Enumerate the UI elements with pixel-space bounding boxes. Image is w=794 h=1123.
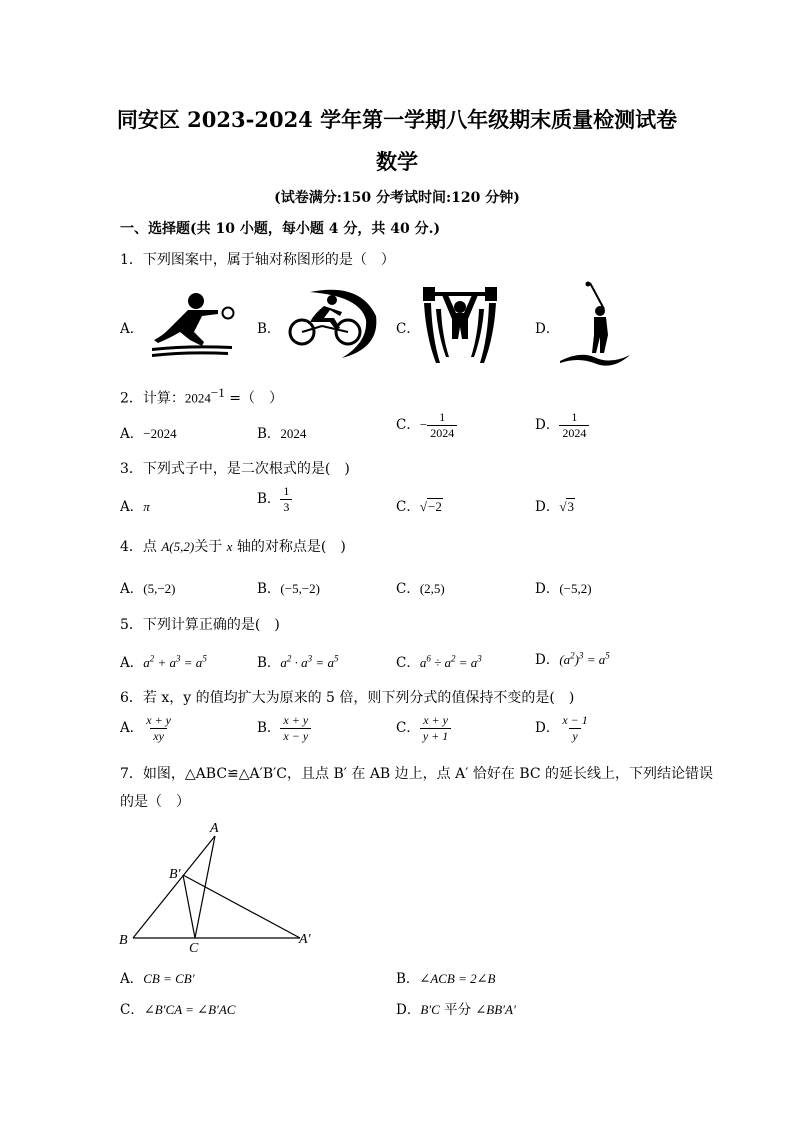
point-label-A1: A′	[299, 932, 311, 947]
weightlifter-icon	[420, 283, 500, 365]
q4-option-a	[120, 577, 176, 597]
q2-d-numerator: 1	[571, 410, 578, 424]
q6-b-numerator: x + y	[283, 713, 309, 727]
q5-option-a-label: A．	[120, 655, 144, 671]
q5-option-a: A．$a^2 + a^3 = a^5$	[120, 653, 207, 671]
q7-option-c-value: ∠B′CA = ∠B′AC	[143, 1002, 236, 1017]
q5-option-d-label: D．	[535, 652, 560, 668]
q3-option-b-fraction	[280, 484, 292, 515]
q2-c-numerator: 1	[439, 410, 446, 424]
q7-option-d-post: ∠BB′A′	[475, 1002, 516, 1017]
q4-option-a-label: A．	[120, 581, 144, 597]
q7-option-b	[396, 967, 495, 987]
q7-option-c-label: C．	[120, 1002, 144, 1018]
q4-option-c-label: C．	[396, 581, 420, 597]
question-3-stem: 3．下列式子中，是二次根式的是( )	[120, 461, 350, 477]
q6-d-numerator: x − 1	[562, 713, 588, 727]
q2-stem-suffix: =（ ）	[224, 390, 283, 407]
q7-option-a-value: CB = CB′	[143, 971, 195, 986]
q4-stem-point: A(5,2)	[161, 539, 195, 554]
section-heading: 一、选择题(共 10 小题，每小题 4 分，共 40 分.)	[120, 221, 441, 237]
q3-option-a-value: π	[143, 499, 150, 514]
q5-option-c: C．$a^6 \div a^2 = a^3$	[396, 653, 482, 671]
q2-option-d-fraction	[559, 410, 589, 441]
question-1-stem: 1．下列图案中，属于轴对称图形的是（ ）	[120, 252, 395, 268]
cyclist-icon	[280, 286, 380, 361]
q6-c-denominator: y + 1	[420, 728, 451, 744]
q7-option-b-value: ∠ACB = 2∠B	[419, 971, 496, 986]
exam-title: 同安区 2023-2024 学年第一学期八年级期末质量检测试卷	[116, 107, 678, 132]
segment-B1A1	[183, 875, 300, 938]
q7-option-a	[120, 967, 195, 987]
q2-stem-base: 2024	[184, 390, 211, 406]
q4-option-c	[396, 577, 445, 597]
q5-option-c-label: C．	[396, 655, 420, 671]
q2-option-c-sign: −	[419, 417, 428, 432]
q6-a-denominator: xy	[150, 728, 167, 744]
q4-option-a-value: (5,−2)	[143, 581, 176, 596]
q3-option-a-label: A．	[120, 499, 144, 515]
q7-option-d-label: D．	[396, 1002, 421, 1018]
q2-option-d	[535, 410, 589, 441]
triangle-figure	[115, 818, 325, 956]
q6-option-a	[120, 713, 174, 744]
question-5-stem: 5．下列计算正确的是( )	[120, 617, 280, 633]
q6-option-c	[396, 713, 451, 744]
question-7-stem-line1: 7．如图，△ABC≌△A′B′C，且点 B′ 在 AB 边上，点 A′ 恰好在 BC 的延长线上，下列结论错误	[120, 766, 714, 782]
q1-option-d-label: D．	[535, 321, 560, 337]
q2-option-c	[396, 410, 457, 441]
q2-option-b	[257, 422, 306, 442]
q6-option-a-fraction	[143, 713, 174, 744]
q4-stem-mid: 关于	[194, 539, 227, 555]
q4-option-b	[257, 577, 320, 597]
q4-option-c-value: (2,5)	[419, 581, 445, 596]
q5-option-b: B．$a^2 \cdot a^3 = a^5$	[257, 653, 339, 671]
q1-option-b-label: B．	[257, 321, 281, 337]
q2-option-a-value: −2024	[143, 426, 177, 441]
q4-option-d-label: D．	[535, 581, 560, 597]
point-label-B1: B′	[169, 867, 181, 882]
q3-option-c	[396, 495, 443, 515]
q2-option-b-value: 2024	[280, 426, 307, 441]
q3-option-d	[535, 495, 575, 515]
segment-B1C	[183, 875, 195, 938]
q3-option-a	[120, 495, 150, 515]
q2-d-denominator: 2024	[559, 425, 589, 441]
q4-option-b-label: B．	[257, 581, 281, 597]
q4-option-d-value: (−5,2)	[559, 581, 592, 596]
q3-c-radicand: −2	[427, 499, 442, 514]
q4-stem-axis: x	[226, 539, 233, 554]
q5-option-d: D．$(a^2)^3 = a^5$	[535, 650, 610, 668]
q3-option-d-label: D．	[535, 499, 560, 515]
q3-b-numerator: 1	[283, 484, 290, 498]
q7-option-a-label: A．	[120, 971, 144, 987]
question-7-stem-line2: 的是（ ）	[120, 794, 190, 810]
question-2-stem	[120, 385, 283, 408]
point-label-A: A	[210, 821, 219, 836]
q2-stem-exponent: −1	[210, 385, 225, 400]
q4-stem-prefix: 4．点	[120, 539, 162, 555]
subject-title: 数学	[376, 149, 418, 174]
q1-option-a-label: A．	[120, 321, 144, 337]
q2-option-b-label: B．	[257, 426, 281, 442]
q6-option-b-fraction	[280, 713, 311, 744]
q7-option-d	[396, 998, 516, 1018]
question-4-stem	[120, 536, 346, 556]
q3-d-radicand: 3	[567, 499, 574, 514]
exam-info: (试卷满分:150 分考试时间:120 分钟)	[274, 190, 520, 206]
q7-option-b-label: B．	[396, 971, 420, 987]
q6-option-a-label: A．	[120, 720, 144, 736]
q3-b-denominator: 3	[280, 499, 292, 515]
q3-option-b-label: B．	[257, 491, 281, 507]
q2-stem-prefix: 2．计算：	[120, 390, 185, 407]
q7-option-d-pre: B′C	[420, 1002, 440, 1017]
q7-option-d-mid: 平分	[439, 1002, 476, 1018]
q1-option-c-label: C．	[396, 321, 420, 337]
q4-option-d	[535, 577, 592, 597]
q3-option-b	[257, 484, 292, 515]
q2-option-d-label: D．	[535, 417, 560, 433]
q2-option-a	[120, 422, 177, 442]
segment-BA	[133, 836, 215, 938]
question-6-stem: 6．若 x，y 的值均扩大为原来的 5 倍，则下列分式的值保持不变的是( )	[120, 690, 575, 706]
q2-option-c-label: C．	[396, 417, 420, 433]
q4-option-b-value: (−5,−2)	[280, 581, 320, 596]
volleyball-player-icon	[148, 288, 238, 363]
q6-option-b-label: B．	[257, 720, 281, 736]
q3-option-c-label: C．	[396, 499, 420, 515]
golfer-icon	[560, 281, 630, 369]
q6-c-numerator: x + y	[423, 713, 448, 727]
q6-option-d	[535, 713, 591, 744]
q3-option-d-sqrt: √3	[559, 499, 574, 514]
q2-c-denominator: 2024	[427, 425, 457, 441]
q2-option-c-fraction	[427, 410, 457, 441]
q6-option-d-label: D．	[535, 720, 560, 736]
q6-option-b	[257, 713, 311, 744]
q6-a-numerator: x + y	[146, 713, 171, 727]
q2-option-a-label: A．	[120, 426, 144, 442]
q6-b-denominator: x − y	[280, 728, 311, 744]
q4-stem-suffix: 轴的对称点是( )	[232, 539, 346, 555]
point-label-B: B	[119, 933, 128, 948]
q6-d-denominator: y	[569, 728, 580, 744]
q5-option-b-label: B．	[257, 655, 281, 671]
q3-option-c-sqrt: √−2	[419, 499, 442, 514]
q7-option-c	[120, 998, 235, 1018]
q6-option-c-label: C．	[396, 720, 420, 736]
point-label-C: C	[189, 941, 199, 956]
q6-option-c-fraction	[420, 713, 451, 744]
q6-option-d-fraction	[559, 713, 590, 744]
